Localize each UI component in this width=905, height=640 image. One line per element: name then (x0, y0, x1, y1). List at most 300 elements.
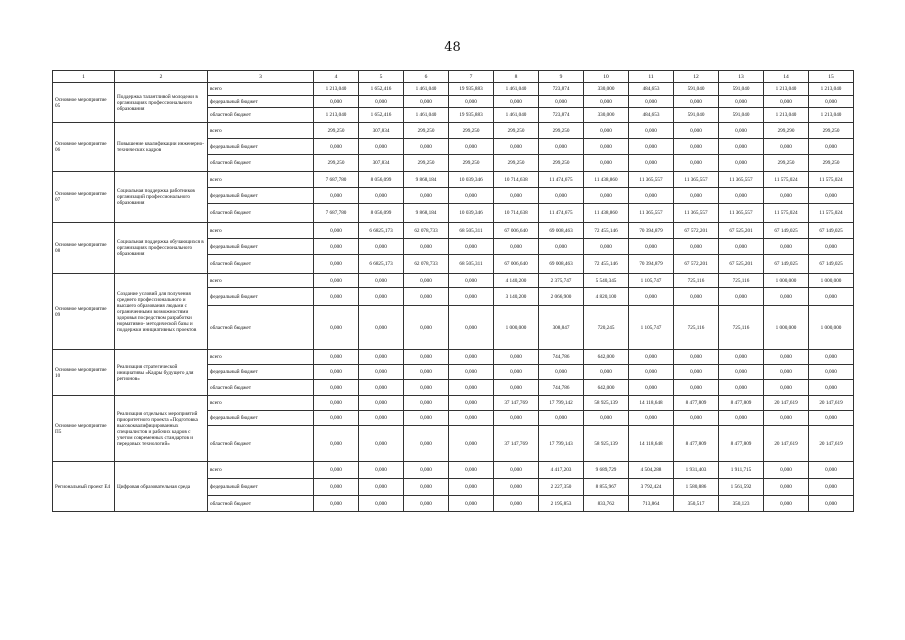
amount-cell: 0,000 (539, 411, 584, 426)
amount-cell: 0,000 (809, 462, 854, 479)
amount-cell: 0,000 (359, 239, 404, 255)
amount-cell: 0,000 (449, 462, 494, 479)
amount-cell: 308,847 (539, 306, 584, 350)
amount-cell: 0,000 (404, 139, 449, 155)
amount-cell: 0,000 (404, 462, 449, 479)
amount-cell: 723,874 (539, 108, 584, 123)
table-row (53, 462, 854, 479)
amount-cell: 0,000 (674, 288, 719, 306)
amount-cell: 1 461,040 (494, 83, 539, 96)
table-row (53, 123, 854, 139)
column-header: 5 (359, 71, 404, 83)
amount-cell: 62 078,733 (404, 223, 449, 239)
amount-cell: 0,000 (314, 139, 359, 155)
column-header: 6 (404, 71, 449, 83)
amount-cell: 0,000 (404, 426, 449, 462)
amount-cell: 299,250 (764, 155, 809, 172)
amount-cell: 0,000 (764, 288, 809, 306)
funding-source-cell: областной бюджет (208, 306, 314, 350)
funding-source-cell: областной бюджет (208, 155, 314, 172)
funding-source-cell: областной бюджет (208, 204, 314, 223)
amount-cell: 67 149,025 (764, 223, 809, 239)
amount-cell: 0,000 (494, 479, 539, 496)
amount-cell: 67 149,025 (809, 223, 854, 239)
amount-cell: 0,000 (404, 350, 449, 365)
amount-cell: 0,000 (494, 350, 539, 365)
amount-cell: 62 078,733 (404, 255, 449, 274)
amount-cell: 3 792,424 (629, 479, 674, 496)
amount-cell: 0,000 (314, 255, 359, 274)
amount-cell: 713,864 (629, 496, 674, 512)
amount-cell: 20 147,619 (764, 426, 809, 462)
amount-cell: 9 868,184 (404, 172, 449, 188)
amount-cell: 11 365,557 (719, 172, 764, 188)
amount-cell: 0,000 (584, 96, 629, 108)
amount-cell: 0,000 (449, 411, 494, 426)
amount-cell: 0,000 (404, 380, 449, 396)
amount-cell: 11 474,675 (539, 172, 584, 188)
amount-cell: 0,000 (314, 274, 359, 288)
amount-cell: 69 008,463 (539, 255, 584, 274)
amount-cell: 0,000 (809, 380, 854, 396)
amount-cell: 17 799,142 (539, 396, 584, 411)
amount-cell: 0,000 (359, 462, 404, 479)
event-description-cell: Цифровая образовательная среда (115, 462, 208, 512)
amount-cell: 0,000 (719, 380, 764, 396)
amount-cell: 0,000 (449, 479, 494, 496)
amount-cell: 350,123 (719, 496, 764, 512)
amount-cell: 8 855,967 (584, 479, 629, 496)
amount-cell: 0,000 (764, 139, 809, 155)
amount-cell: 67 525,201 (719, 223, 764, 239)
amount-cell: 0,000 (494, 411, 539, 426)
amount-cell: 0,000 (449, 306, 494, 350)
amount-cell: 642,000 (584, 380, 629, 396)
amount-cell: 299,250 (404, 155, 449, 172)
amount-cell: 0,000 (674, 139, 719, 155)
amount-cell: 0,000 (404, 306, 449, 350)
amount-cell: 4 820,100 (584, 288, 629, 306)
amount-cell: 0,000 (719, 123, 764, 139)
event-name-cell: Основное мероприятие 05 (53, 83, 115, 123)
amount-cell: 0,000 (674, 365, 719, 380)
amount-cell: 0,000 (494, 365, 539, 380)
funding-source-cell: областной бюджет (208, 496, 314, 512)
event-name-cell: Основное мероприятие 06 (53, 123, 115, 172)
amount-cell: 0,000 (404, 96, 449, 108)
amount-cell: 0,000 (719, 155, 764, 172)
amount-cell: 0,000 (674, 411, 719, 426)
amount-cell: 1 000,000 (809, 306, 854, 350)
funding-source-cell: федеральный бюджет (208, 288, 314, 306)
amount-cell: 70 394,879 (629, 255, 674, 274)
table-body (53, 83, 854, 512)
amount-cell: 1 213,040 (314, 83, 359, 96)
funding-source-cell: федеральный бюджет (208, 188, 314, 204)
amount-cell: 72 455,146 (584, 255, 629, 274)
amount-cell: 1 000,000 (764, 306, 809, 350)
event-name-cell: Основное мероприятие 08 (53, 223, 115, 274)
amount-cell: 0,000 (494, 496, 539, 512)
amount-cell: 0,000 (404, 274, 449, 288)
amount-cell: 0,000 (764, 239, 809, 255)
column-header: 2 (115, 71, 208, 83)
amount-cell: 11 365,557 (629, 204, 674, 223)
amount-cell: 307,834 (359, 155, 404, 172)
amount-cell: 0,000 (359, 496, 404, 512)
amount-cell: 0,000 (359, 380, 404, 396)
amount-cell: 8 477,809 (674, 426, 719, 462)
amount-cell: 1 580,886 (674, 479, 719, 496)
amount-cell: 299,250 (809, 123, 854, 139)
amount-cell: 0,000 (314, 96, 359, 108)
amount-cell: 0,000 (449, 365, 494, 380)
amount-cell: 67 006,640 (494, 223, 539, 239)
amount-cell: 0,000 (359, 139, 404, 155)
amount-cell: 69 008,463 (539, 223, 584, 239)
amount-cell: 1 561,592 (719, 479, 764, 496)
funding-source-cell: федеральный бюджет (208, 365, 314, 380)
amount-cell: 68 505,311 (449, 255, 494, 274)
header-row (53, 71, 854, 83)
amount-cell: 1 213,040 (764, 108, 809, 123)
amount-cell: 0,000 (494, 380, 539, 396)
amount-cell: 0,000 (584, 123, 629, 139)
amount-cell: 1 000,000 (809, 274, 854, 288)
amount-cell: 1 213,040 (764, 83, 809, 96)
amount-cell: 7 687,780 (314, 172, 359, 188)
amount-cell: 19 935,883 (449, 108, 494, 123)
amount-cell: 0,000 (719, 139, 764, 155)
amount-cell: 744,786 (539, 380, 584, 396)
amount-cell: 0,000 (809, 350, 854, 365)
amount-cell: 1 461,040 (494, 108, 539, 123)
amount-cell: 1 931,403 (674, 462, 719, 479)
amount-cell: 299,250 (449, 123, 494, 139)
column-header: 12 (674, 71, 719, 83)
amount-cell: 0,000 (629, 380, 674, 396)
funding-source-cell: всего (208, 350, 314, 365)
funding-source-cell: областной бюджет (208, 255, 314, 274)
funding-source-cell: областной бюджет (208, 108, 314, 123)
amount-cell: 0,000 (359, 274, 404, 288)
page-number: 48 (444, 40, 461, 55)
amount-cell: 2 066,900 (539, 288, 584, 306)
amount-cell: 299,250 (809, 155, 854, 172)
amount-cell: 11 575,024 (809, 204, 854, 223)
amount-cell: 19 935,883 (449, 83, 494, 96)
amount-cell: 0,000 (809, 411, 854, 426)
amount-cell: 0,000 (629, 411, 674, 426)
amount-cell: 0,000 (449, 380, 494, 396)
event-description-cell: Создание условий для получения среднего профессионального и высшего образования людьми с ограниченными возможностями здоровья посредством разработки нормативно- методической базы и поддержки инициативных проектов (115, 274, 208, 350)
amount-cell: 0,000 (314, 223, 359, 239)
funding-source-cell: всего (208, 123, 314, 139)
column-header: 11 (629, 71, 674, 83)
amount-cell: 725,116 (719, 306, 764, 350)
amount-cell: 10 714,638 (494, 172, 539, 188)
amount-cell: 0,000 (674, 155, 719, 172)
amount-cell: 0,000 (719, 411, 764, 426)
funding-source-cell: федеральный бюджет (208, 139, 314, 155)
amount-cell: 11 365,557 (674, 172, 719, 188)
event-description-cell: Реализация отдельных мероприятий приоритетного проекта «Подготовка высококвалифицированных специалистов и рабочих кадров с учетом современных стандартов и передовых технологий» (115, 396, 208, 462)
amount-cell: 299,250 (449, 155, 494, 172)
amount-cell: 7 687,780 (314, 204, 359, 223)
event-description-cell: Социальная поддержка работников организаций профессионального образования (115, 172, 208, 223)
amount-cell: 725,116 (674, 306, 719, 350)
amount-cell: 330,000 (584, 83, 629, 96)
amount-cell: 0,000 (719, 239, 764, 255)
amount-cell: 0,000 (674, 188, 719, 204)
amount-cell: 37 147,769 (494, 396, 539, 411)
amount-cell: 720,245 (584, 306, 629, 350)
funding-source-cell: всего (208, 274, 314, 288)
amount-cell: 0,000 (584, 139, 629, 155)
amount-cell: 1 652,416 (359, 108, 404, 123)
amount-cell: 299,250 (314, 155, 359, 172)
amount-cell: 0,000 (809, 365, 854, 380)
amount-cell: 0,000 (404, 479, 449, 496)
amount-cell: 0,000 (809, 479, 854, 496)
column-header: 8 (494, 71, 539, 83)
amount-cell: 67 149,025 (809, 255, 854, 274)
amount-cell: 5 540,345 (584, 274, 629, 288)
column-header: 1 (53, 71, 115, 83)
amount-cell: 0,000 (719, 288, 764, 306)
table-row (53, 274, 854, 288)
amount-cell: 833,762 (584, 496, 629, 512)
amount-cell: 723,874 (539, 83, 584, 96)
amount-cell: 1 652,416 (359, 83, 404, 96)
funding-source-cell: областной бюджет (208, 380, 314, 396)
amount-cell: 0,000 (764, 380, 809, 396)
amount-cell: 0,000 (629, 155, 674, 172)
event-name-cell: Основное мероприятие 09 (53, 274, 115, 350)
amount-cell: 0,000 (314, 188, 359, 204)
amount-cell: 0,000 (764, 188, 809, 204)
amount-cell: 0,000 (629, 239, 674, 255)
column-header: 9 (539, 71, 584, 83)
amount-cell: 484,653 (629, 108, 674, 123)
amount-cell: 0,000 (314, 288, 359, 306)
table-row (53, 396, 854, 411)
column-header: 4 (314, 71, 359, 83)
amount-cell: 11 575,024 (764, 172, 809, 188)
amount-cell: 0,000 (359, 350, 404, 365)
amount-cell: 1 000,000 (494, 306, 539, 350)
amount-cell: 1 105,747 (629, 274, 674, 288)
amount-cell: 0,000 (404, 239, 449, 255)
funding-source-cell: всего (208, 223, 314, 239)
event-name-cell: Основное мероприятие П5 (53, 396, 115, 462)
amount-cell: 0,000 (764, 462, 809, 479)
amount-cell: 725,116 (674, 274, 719, 288)
amount-cell: 591,040 (674, 83, 719, 96)
amount-cell: 1 461,040 (404, 108, 449, 123)
amount-cell: 11 474,675 (539, 204, 584, 223)
amount-cell: 0,000 (629, 350, 674, 365)
amount-cell: 299,250 (404, 123, 449, 139)
event-description-cell: Социальная поддержка обучающихся в организациях профессионального образования (115, 223, 208, 274)
amount-cell: 0,000 (809, 188, 854, 204)
amount-cell: 11 365,557 (719, 204, 764, 223)
amount-cell: 0,000 (494, 188, 539, 204)
amount-cell: 0,000 (629, 96, 674, 108)
amount-cell: 0,000 (809, 239, 854, 255)
amount-cell: 11 365,557 (629, 172, 674, 188)
funding-source-cell: всего (208, 172, 314, 188)
amount-cell: 350,517 (674, 496, 719, 512)
amount-cell: 58 925,139 (584, 426, 629, 462)
amount-cell: 67 149,025 (764, 255, 809, 274)
amount-cell: 0,000 (449, 396, 494, 411)
amount-cell: 0,000 (359, 306, 404, 350)
amount-cell: 9 868,184 (404, 204, 449, 223)
amount-cell: 4 504,288 (629, 462, 674, 479)
amount-cell: 0,000 (809, 496, 854, 512)
amount-cell: 299,250 (314, 123, 359, 139)
amount-cell: 3 140,200 (494, 288, 539, 306)
amount-cell: 0,000 (539, 188, 584, 204)
event-name-cell: Основное мероприятие 07 (53, 172, 115, 223)
amount-cell: 642,000 (584, 350, 629, 365)
amount-cell: 0,000 (539, 365, 584, 380)
amount-cell: 0,000 (404, 411, 449, 426)
amount-cell: 0,000 (764, 365, 809, 380)
amount-cell: 20 147,619 (809, 396, 854, 411)
amount-cell: 10 714,638 (494, 204, 539, 223)
amount-cell: 8 056,099 (359, 172, 404, 188)
amount-cell: 0,000 (719, 96, 764, 108)
amount-cell: 307,834 (359, 123, 404, 139)
amount-cell: 9 689,729 (584, 462, 629, 479)
amount-cell: 725,116 (719, 274, 764, 288)
amount-cell: 0,000 (449, 239, 494, 255)
amount-cell: 20 147,619 (809, 426, 854, 462)
funding-source-cell: федеральный бюджет (208, 479, 314, 496)
amount-cell: 0,000 (449, 96, 494, 108)
amount-cell: 67 525,201 (719, 255, 764, 274)
amount-cell: 0,000 (449, 350, 494, 365)
amount-cell: 0,000 (404, 365, 449, 380)
amount-cell: 0,000 (314, 380, 359, 396)
amount-cell: 17 799,143 (539, 426, 584, 462)
amount-cell: 0,000 (629, 188, 674, 204)
amount-cell: 299,250 (494, 155, 539, 172)
amount-cell: 4 140,200 (494, 274, 539, 288)
amount-cell: 0,000 (629, 139, 674, 155)
amount-cell: 2 375,747 (539, 274, 584, 288)
amount-cell: 0,000 (539, 239, 584, 255)
amount-cell: 1 213,040 (314, 108, 359, 123)
column-header: 15 (809, 71, 854, 83)
amount-cell: 0,000 (764, 350, 809, 365)
amount-cell: 0,000 (314, 306, 359, 350)
funding-source-cell: областной бюджет (208, 426, 314, 462)
amount-cell: 0,000 (719, 350, 764, 365)
amount-cell: 0,000 (449, 139, 494, 155)
funding-source-cell: всего (208, 396, 314, 411)
amount-cell: 67 572,201 (674, 223, 719, 239)
event-name-cell: Региональный проект Е4 (53, 462, 115, 512)
event-description-cell: Реализация стратегической инициативы «Кадры будущего для регионов» (115, 350, 208, 396)
column-header: 14 (764, 71, 809, 83)
amount-cell: 0,000 (449, 274, 494, 288)
funding-source-cell: всего (208, 83, 314, 96)
amount-cell: 0,000 (359, 365, 404, 380)
amount-cell: 0,000 (674, 239, 719, 255)
amount-cell: 8 477,809 (719, 396, 764, 411)
amount-cell: 8 477,809 (674, 396, 719, 411)
funding-source-cell: федеральный бюджет (208, 96, 314, 108)
amount-cell: 67 006,640 (494, 255, 539, 274)
amount-cell: 299,250 (539, 155, 584, 172)
amount-cell: 11 365,557 (674, 204, 719, 223)
amount-cell: 0,000 (494, 239, 539, 255)
column-header: 10 (584, 71, 629, 83)
amount-cell: 11 575,024 (809, 172, 854, 188)
amount-cell: 1 105,747 (629, 306, 674, 350)
amount-cell: 6 6825,173 (359, 255, 404, 274)
amount-cell: 0,000 (449, 288, 494, 306)
amount-cell: 0,000 (314, 239, 359, 255)
amount-cell: 0,000 (494, 96, 539, 108)
table-row (53, 223, 854, 239)
amount-cell: 0,000 (359, 426, 404, 462)
amount-cell: 744,786 (539, 350, 584, 365)
funding-source-cell: всего (208, 462, 314, 479)
amount-cell: 0,000 (629, 288, 674, 306)
amount-cell: 0,000 (314, 496, 359, 512)
amount-cell: 0,000 (314, 479, 359, 496)
amount-cell: 0,000 (674, 350, 719, 365)
amount-cell: 0,000 (494, 462, 539, 479)
amount-cell: 58 925,139 (584, 396, 629, 411)
amount-cell: 1 911,715 (719, 462, 764, 479)
amount-cell: 2 195,853 (539, 496, 584, 512)
amount-cell: 0,000 (359, 96, 404, 108)
amount-cell: 0,000 (404, 496, 449, 512)
amount-cell: 0,000 (584, 411, 629, 426)
amount-cell: 11 438,860 (584, 204, 629, 223)
amount-cell: 67 572,201 (674, 255, 719, 274)
amount-cell: 0,000 (764, 96, 809, 108)
column-header: 13 (719, 71, 764, 83)
amount-cell: 0,000 (719, 365, 764, 380)
amount-cell: 0,000 (674, 380, 719, 396)
amount-cell: 299,250 (539, 123, 584, 139)
amount-cell: 0,000 (719, 188, 764, 204)
table-row (53, 350, 854, 365)
amount-cell: 0,000 (314, 426, 359, 462)
amount-cell: 0,000 (584, 155, 629, 172)
amount-cell: 0,000 (359, 479, 404, 496)
amount-cell: 0,000 (404, 288, 449, 306)
amount-cell: 0,000 (629, 365, 674, 380)
amount-cell: 0,000 (494, 139, 539, 155)
amount-cell: 0,000 (449, 426, 494, 462)
amount-cell: 0,000 (314, 365, 359, 380)
amount-cell: 10 039,346 (449, 172, 494, 188)
amount-cell: 591,040 (719, 83, 764, 96)
amount-cell: 0,000 (359, 411, 404, 426)
amount-cell: 0,000 (809, 96, 854, 108)
amount-cell: 72 455,146 (584, 223, 629, 239)
amount-cell: 14 118,648 (629, 396, 674, 411)
amount-cell: 0,000 (809, 288, 854, 306)
amount-cell: 68 505,311 (449, 223, 494, 239)
